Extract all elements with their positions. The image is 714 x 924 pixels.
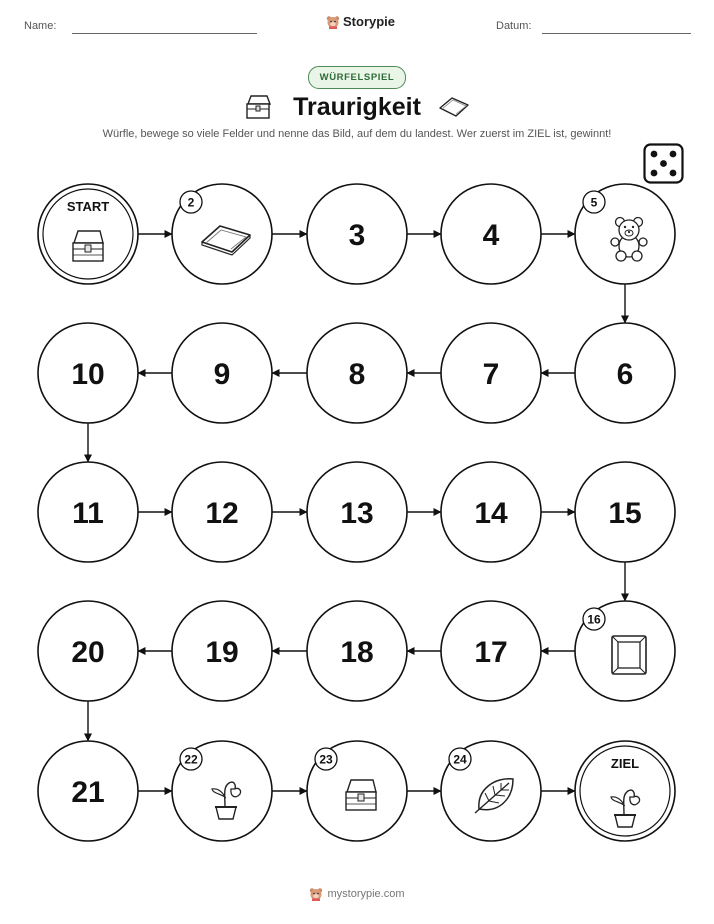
board-cell-24 <box>441 741 541 841</box>
chest-icon <box>346 780 376 810</box>
board-cell-22 <box>172 741 272 841</box>
footer <box>0 887 714 901</box>
board-cell-5 <box>575 184 675 284</box>
date-label: Datum: <box>496 20 532 32</box>
cell-number: 16 <box>587 612 601 627</box>
cell-number: 5 <box>590 195 598 210</box>
bear-logo-icon <box>309 887 323 901</box>
goal-cell <box>575 741 675 841</box>
cell-number: 24 <box>453 752 467 767</box>
board-cell-15 <box>575 462 675 562</box>
page-title: Traurigkeit <box>293 93 421 121</box>
cell-number: 2 <box>187 195 195 210</box>
goal-label: ZIEL <box>610 756 640 771</box>
chest-icon <box>73 231 103 261</box>
cell-number: 17 <box>474 636 508 669</box>
picture-frame-icon <box>612 636 646 674</box>
footer-site: mystorypie.com <box>327 888 405 900</box>
board-cell-11 <box>38 462 138 562</box>
board-cell-8 <box>307 323 407 423</box>
brand-name: Storypie <box>343 14 396 29</box>
cell-number: 7 <box>482 358 500 391</box>
cell-number: 21 <box>71 776 105 809</box>
cell-number: 20 <box>71 636 105 669</box>
board-cell-17 <box>441 601 541 701</box>
board-cell-18 <box>307 601 407 701</box>
cell-number: 13 <box>340 497 374 530</box>
board-cell-6 <box>575 323 675 423</box>
game-type-badge: WÜRFELSPIEL <box>308 66 406 89</box>
cell-number: 3 <box>348 219 366 252</box>
teddy-bear-icon <box>611 218 647 262</box>
board-cell-23 <box>307 741 407 841</box>
cell-number: 22 <box>184 752 198 767</box>
board-cell-12 <box>172 462 272 562</box>
cell-number: 8 <box>348 358 366 391</box>
cell-number: 19 <box>205 636 239 669</box>
board-cell-13 <box>307 462 407 562</box>
board-cell-14 <box>441 462 541 562</box>
cell-number: 14 <box>474 497 508 530</box>
cell-number: 15 <box>608 497 642 530</box>
board-cell-20 <box>38 601 138 701</box>
start-label: START <box>66 199 110 214</box>
board-cell-2 <box>172 184 272 284</box>
board-cell-21 <box>38 741 138 841</box>
board-cell-19 <box>172 601 272 701</box>
name-label: Name: <box>24 20 57 32</box>
cell-number: 4 <box>482 219 500 252</box>
board-cell-16 <box>575 601 675 701</box>
cell-number: 23 <box>319 752 333 767</box>
start-cell <box>38 184 138 284</box>
cell-number: 12 <box>205 497 239 530</box>
cell-number: 9 <box>213 358 231 391</box>
instructions: Würfle, bewege so viele Felder und nenne das Bild, auf dem du landest. Wer zuerst im ZIEL ist, gewinnt! <box>102 128 612 140</box>
cell-number: 18 <box>340 636 374 669</box>
cell-number: 10 <box>71 358 105 391</box>
board-cell-3 <box>307 184 407 284</box>
cell-number: 11 <box>72 497 104 530</box>
cell-number: 6 <box>616 358 634 391</box>
board-cell-9 <box>172 323 272 423</box>
board-cell-7 <box>441 323 541 423</box>
board-cell-4 <box>441 184 541 284</box>
board-cell-10 <box>38 323 138 423</box>
